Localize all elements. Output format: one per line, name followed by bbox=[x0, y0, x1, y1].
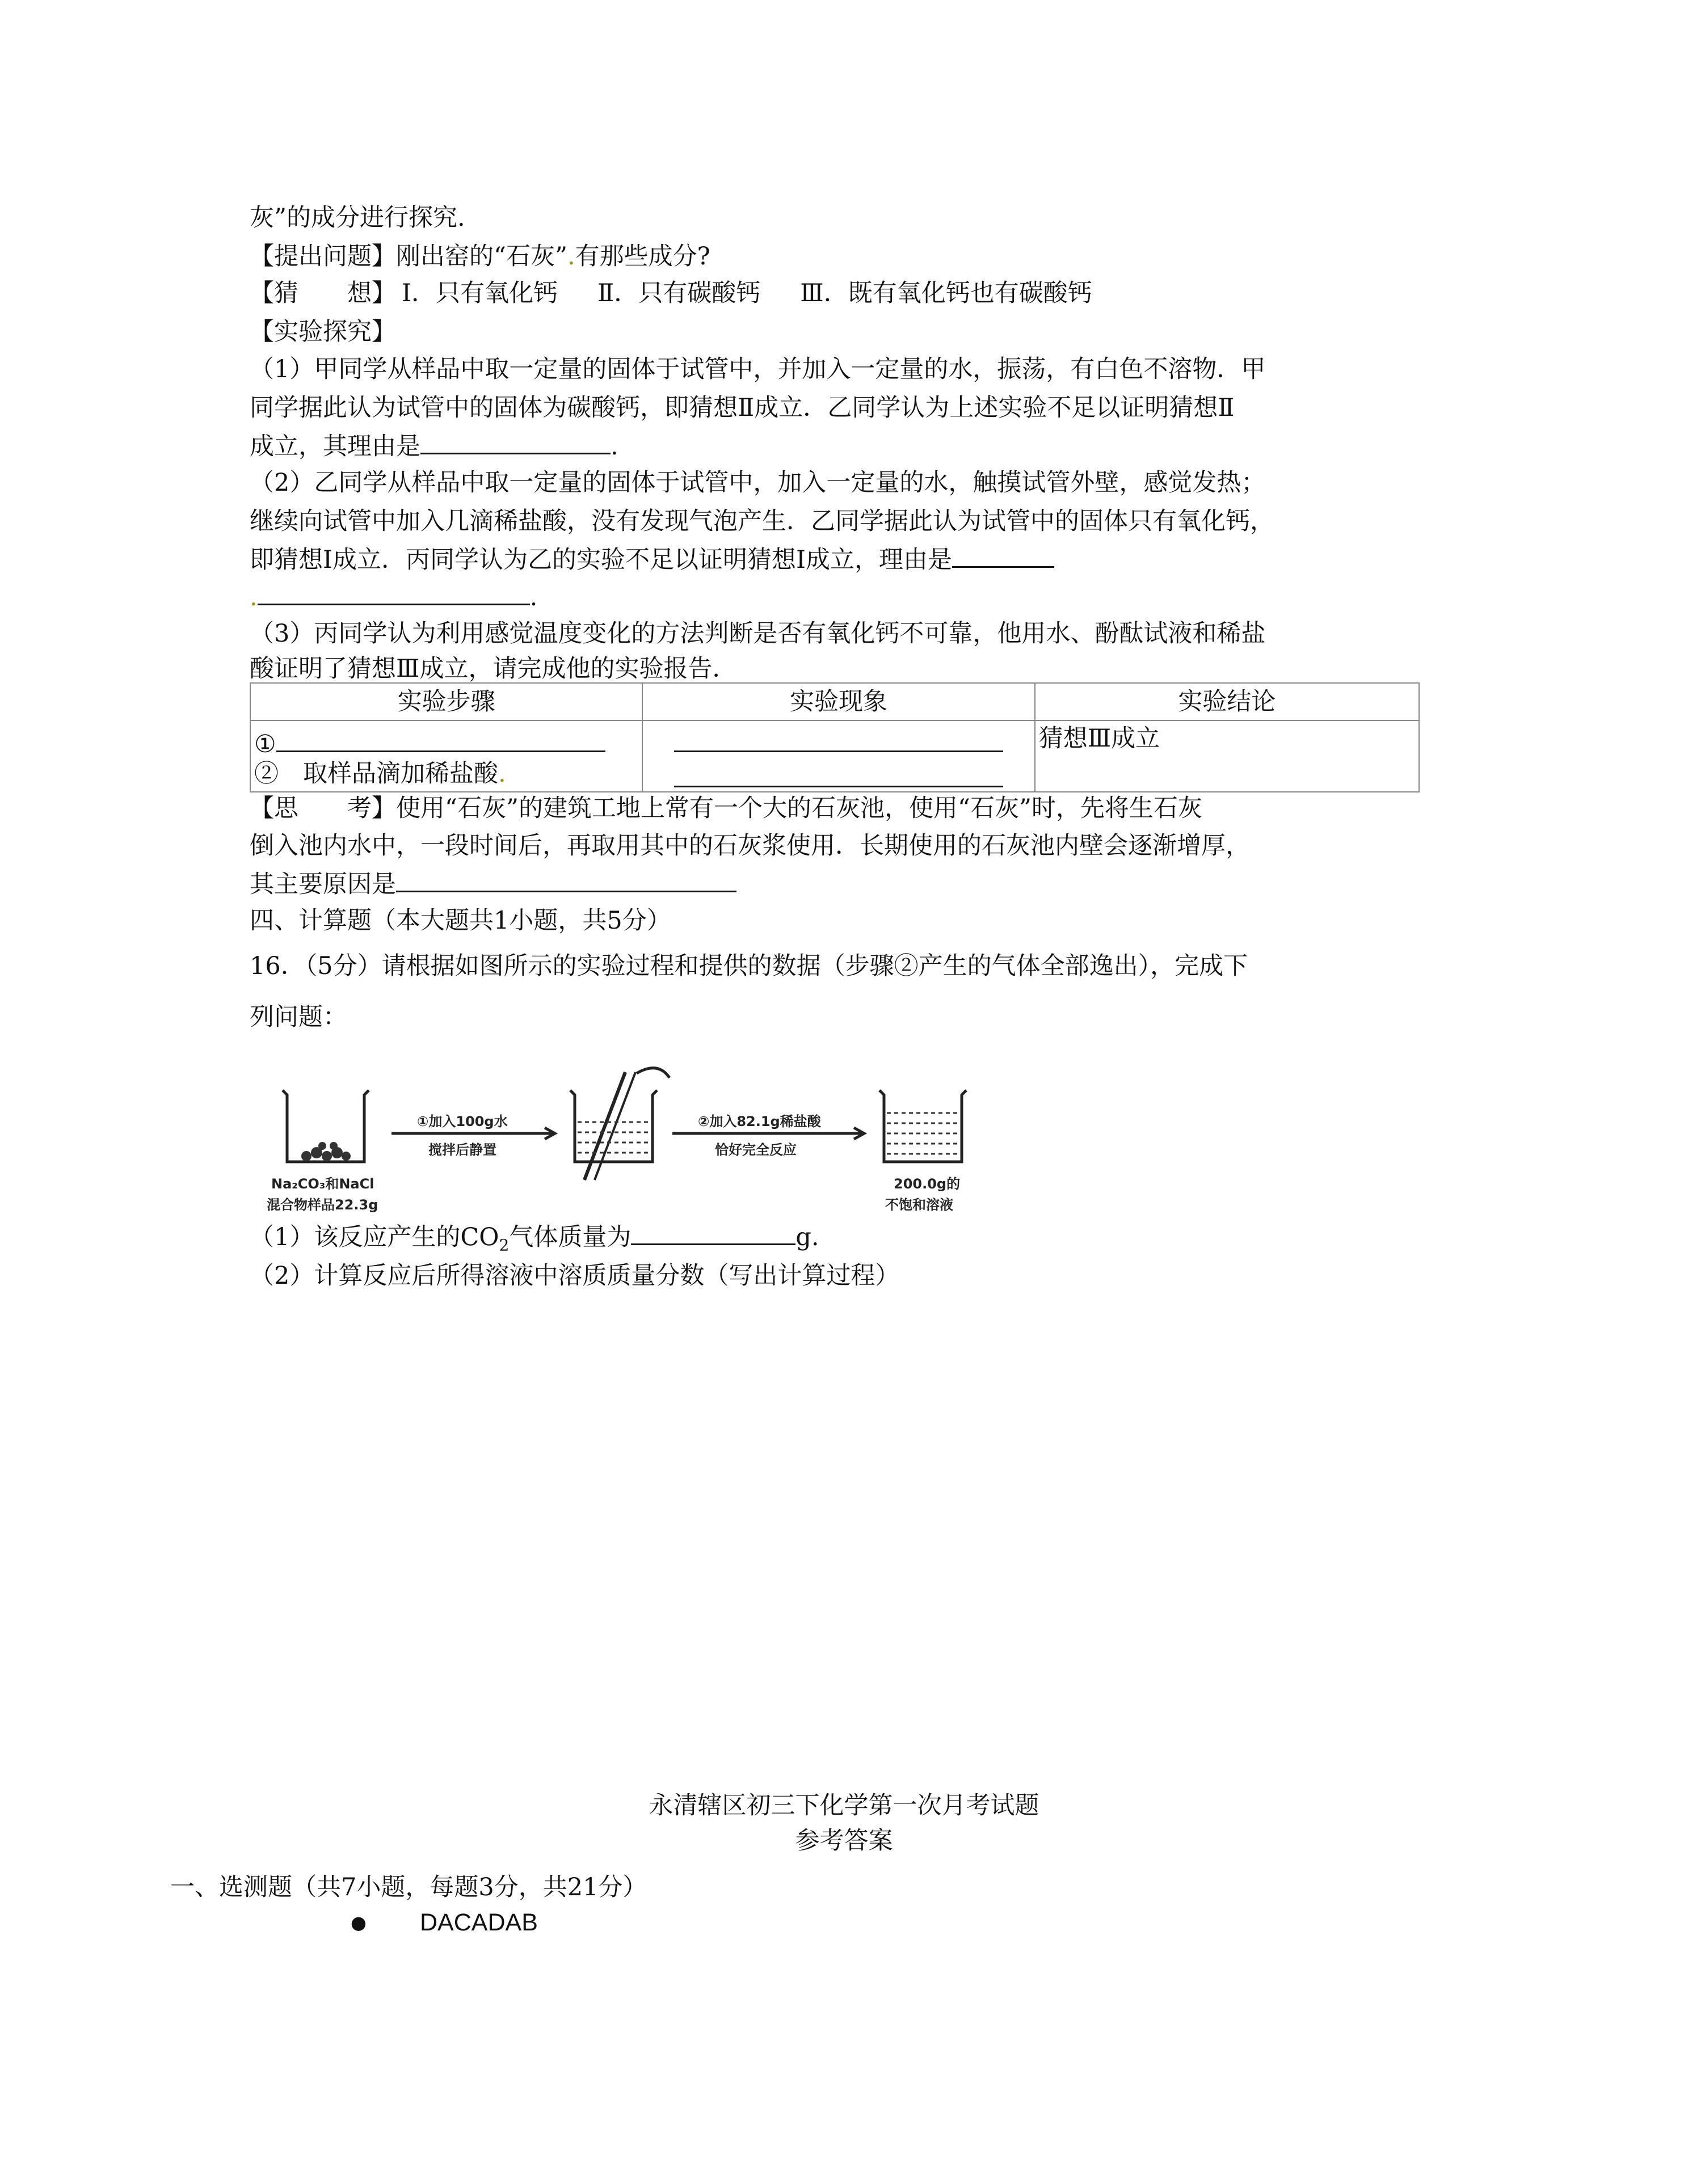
answer-blank[interactable] bbox=[952, 537, 1054, 568]
guess-3: Ⅲ．既有氧化钙也有碳酸钙 bbox=[800, 279, 1092, 307]
answer-key-subtitle: 参考答案 bbox=[795, 1827, 893, 1855]
step-1-label: ①加入100g水 bbox=[417, 1114, 508, 1129]
phenomenon-1-blank[interactable] bbox=[674, 721, 1003, 752]
question-2 bbox=[250, 1254, 1441, 1298]
liquid-3 bbox=[887, 1113, 959, 1154]
text: 16．（5分）请根据如图所示的实验过程和提供的数据（步骤②产生的气体全部逸出），完成下 bbox=[250, 952, 1248, 980]
step-1-blank[interactable] bbox=[276, 721, 605, 752]
solution-caption-1: 200.0g的 bbox=[894, 1176, 961, 1192]
answer-blank[interactable] bbox=[396, 861, 736, 892]
phenomena-cell bbox=[642, 720, 1034, 792]
conclusion-text: 猜想Ⅲ成立 bbox=[1038, 724, 1160, 753]
text: （1）甲同学从样品中取一定量的固体于试管中，并加入一定量的水，振荡，有白色不溶物．甲 bbox=[250, 355, 1266, 383]
mark-dot: . bbox=[250, 583, 258, 612]
text: 四、计算题（本大题共1小题，共5分） bbox=[250, 907, 671, 935]
table-header: 实验现象 bbox=[642, 683, 1034, 720]
text: 【猜 想】 bbox=[250, 279, 396, 307]
text-line bbox=[250, 461, 1441, 505]
text: 【提出问题】刚出窑的“石灰” bbox=[250, 242, 567, 271]
table-header: 实验结论 bbox=[1035, 683, 1419, 720]
mark-dot: . bbox=[498, 760, 506, 788]
conclusion-cell bbox=[1035, 720, 1419, 792]
answer-text bbox=[420, 1900, 1611, 1945]
text: （3）丙同学认为利用感觉温度变化的方法判断是否有氧化钙不可靠，他用水、酚酞试液和稀盐 bbox=[250, 619, 1266, 648]
stirring-rod bbox=[584, 1072, 625, 1180]
experiment-report-table bbox=[250, 682, 1420, 792]
text-line bbox=[250, 196, 1441, 240]
text: （2）乙同学从样品中取一定量的固体于试管中，加入一定量的水，触摸试管外壁，感觉发热； bbox=[250, 469, 1266, 497]
step-2-label: ② 取样品滴加稀盐酸 bbox=[254, 760, 498, 788]
section-heading bbox=[250, 899, 1441, 943]
text: 【思 考】使用“石灰”的建筑工地上常有一个大的石灰池，使用“石灰”时，先将生石灰 bbox=[250, 794, 1202, 823]
sample-caption-2: 混合物样品22.3g bbox=[267, 1197, 378, 1213]
text: 继续向试管中加入几滴稀盐酸，没有发现气泡产生．乙同学据此认为试管中的固体只有氧化钙， bbox=[250, 507, 1274, 536]
text: 即猜想Ⅰ成立．丙同学认为乙的实验不足以证明猜想Ⅰ成立，理由是 bbox=[250, 546, 952, 574]
phenomenon-2-blank[interactable] bbox=[674, 756, 1003, 787]
sample-caption-1: Na₂CO₃和NaCl bbox=[271, 1176, 374, 1192]
solid-sample bbox=[301, 1142, 351, 1161]
co2-mass-blank[interactable] bbox=[631, 1214, 795, 1245]
text: 一、选测题（共7小题，每题3分，共21分） bbox=[170, 1873, 647, 1901]
step-1-label: ① bbox=[254, 730, 276, 758]
guess-1: Ⅰ．只有氧化钙 bbox=[402, 279, 558, 307]
text: 倒入池内水中，一段时间后，再取用其中的石灰浆使用．长期使用的石灰池内壁会逐渐增厚， bbox=[250, 832, 1250, 860]
guess-2: Ⅱ．只有碳酸钙 bbox=[597, 279, 761, 307]
text-line bbox=[250, 944, 1441, 988]
text: 灰”的成分进行探究. bbox=[250, 204, 465, 232]
subscript: 2 bbox=[499, 1236, 510, 1255]
beaker-3 bbox=[879, 1090, 966, 1162]
text: 【实验探究】 bbox=[250, 318, 396, 346]
step-1-sub: 搅拌后静置 bbox=[428, 1142, 496, 1158]
text: 酸证明了猜想Ⅲ成立，请完成他的实验报告． bbox=[250, 655, 737, 683]
text: 同学据此认为试管中的固体为碳酸钙，即猜想Ⅱ成立．乙同学认为上述实验不足以证明猜想Ⅱ bbox=[250, 394, 1235, 422]
answer-blank[interactable] bbox=[258, 574, 530, 605]
text: （2）计算反应后所得溶液中溶质质量分数（写出计算过程） bbox=[250, 1262, 900, 1290]
stir-arrow bbox=[637, 1068, 670, 1078]
text: 气体质量为 bbox=[509, 1223, 632, 1251]
table-header: 实验步骤 bbox=[250, 683, 642, 720]
text-line bbox=[250, 995, 1441, 1039]
mark-dot: . bbox=[567, 242, 575, 271]
steps-cell bbox=[250, 720, 642, 792]
experiment-diagram bbox=[267, 1061, 1016, 1225]
unit: g. bbox=[795, 1223, 819, 1251]
text: 其主要原因是 bbox=[250, 870, 396, 899]
text-line bbox=[250, 271, 1441, 315]
text: DACADAB bbox=[420, 1909, 538, 1936]
text: 有那些成分? bbox=[575, 242, 710, 271]
bullet-icon: ● bbox=[351, 1912, 367, 1933]
step-2-sub: 恰好完全反应 bbox=[715, 1142, 797, 1158]
solution-caption-2: 不饱和溶液 bbox=[885, 1197, 953, 1213]
text: （1）该反应产生的CO bbox=[250, 1223, 499, 1251]
stirring-rod bbox=[595, 1072, 635, 1180]
answer-key-title: 永清辖区初三下化学第一次月考试题 bbox=[649, 1791, 1039, 1820]
text-line: 成立，其理由是 . bbox=[250, 423, 1441, 469]
beaker-1 bbox=[283, 1090, 369, 1162]
text-line: . . bbox=[250, 574, 1441, 619]
answer-blank[interactable] bbox=[420, 423, 611, 454]
step-2-label: ②加入82.1g稀盐酸 bbox=[698, 1114, 821, 1129]
text: 成立，其理由是 bbox=[250, 432, 420, 461]
text: 列问题： bbox=[250, 1003, 347, 1031]
text-line bbox=[250, 347, 1441, 391]
